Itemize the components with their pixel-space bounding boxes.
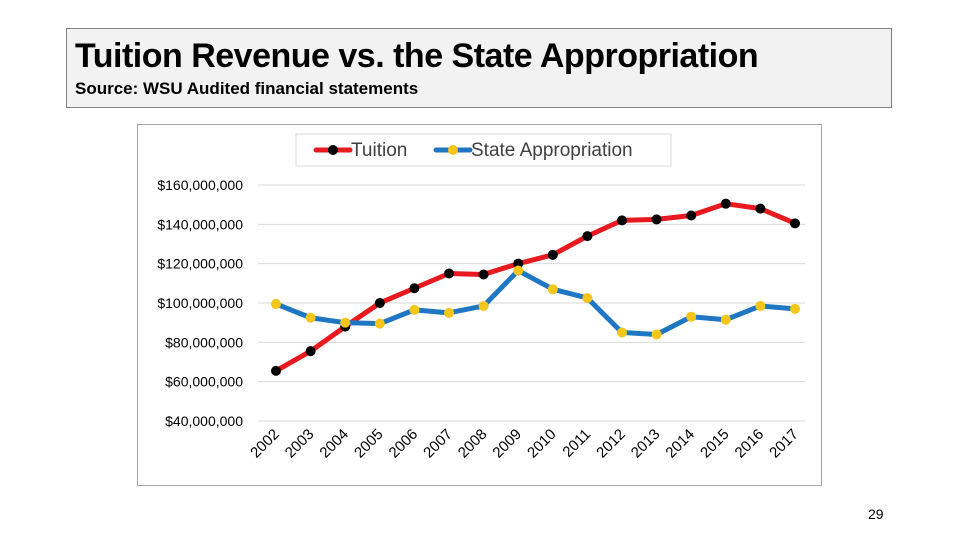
data-point [582,231,592,241]
x-tick-label: 2002 [247,425,283,462]
x-tick-label: 2011 [559,425,595,461]
title-box [66,28,892,108]
x-tick-label: 2012 [593,425,629,462]
legend-label: Tuition [351,140,408,161]
data-point [755,301,765,311]
x-tick-label: 2005 [351,425,387,462]
x-tick-label: 2016 [731,425,768,462]
x-tick-label: 2015 [697,425,733,462]
page-subtitle: Source: WSU Audited financial statements [75,79,419,98]
data-point [479,269,489,279]
data-point [409,305,419,315]
data-point [582,293,592,303]
legend-label: State Appropriation [471,140,633,161]
data-point [306,346,316,356]
data-point [375,319,385,329]
x-tick-label: 2013 [627,425,664,462]
data-point [652,329,662,339]
y-tick-label: $60,000,000 [165,373,243,390]
data-point [513,266,523,276]
data-point [548,250,558,260]
data-point [790,304,800,314]
data-point [409,283,419,293]
data-point [755,204,765,214]
y-tick-label: $80,000,000 [165,334,243,351]
data-point [271,366,281,376]
page-number: 29 [868,506,884,522]
x-tick-label: 2008 [454,425,491,462]
y-tick-label: $120,000,000 [157,255,243,272]
y-tick-label: $100,000,000 [157,295,243,311]
x-tick-label: 2009 [489,425,526,462]
data-point [721,199,731,209]
legend-marker [328,145,338,155]
x-tick-label: 2007 [420,425,456,462]
chart-frame [137,124,822,486]
data-point [617,328,627,338]
x-tick-label: 2006 [385,425,422,462]
data-point [375,298,385,308]
data-point [686,210,696,220]
y-tick-label: $160,000,000 [157,177,243,193]
x-tick-label: 2003 [281,425,318,462]
line-chart [138,125,823,487]
data-point [617,215,627,225]
data-point [790,218,800,228]
page-title: Tuition Revenue vs. the State Appropriation [75,37,759,75]
data-point [444,269,454,279]
data-point [721,315,731,325]
x-tick-label: 2010 [524,425,560,462]
data-point [444,308,454,318]
y-tick-label: $140,000,000 [157,216,243,233]
data-point [306,313,316,323]
legend-marker [448,145,458,155]
x-tick-label: 2014 [662,425,699,462]
x-tick-label: 2004 [316,425,353,462]
data-point [271,299,281,309]
data-point [548,284,558,294]
x-tick-label: 2017 [766,425,802,462]
data-point [686,312,696,322]
y-tick-label: $40,000,000 [165,413,243,429]
data-point [479,301,489,311]
data-point [340,318,350,328]
data-point [652,214,662,224]
series-line-tuition [276,204,795,371]
